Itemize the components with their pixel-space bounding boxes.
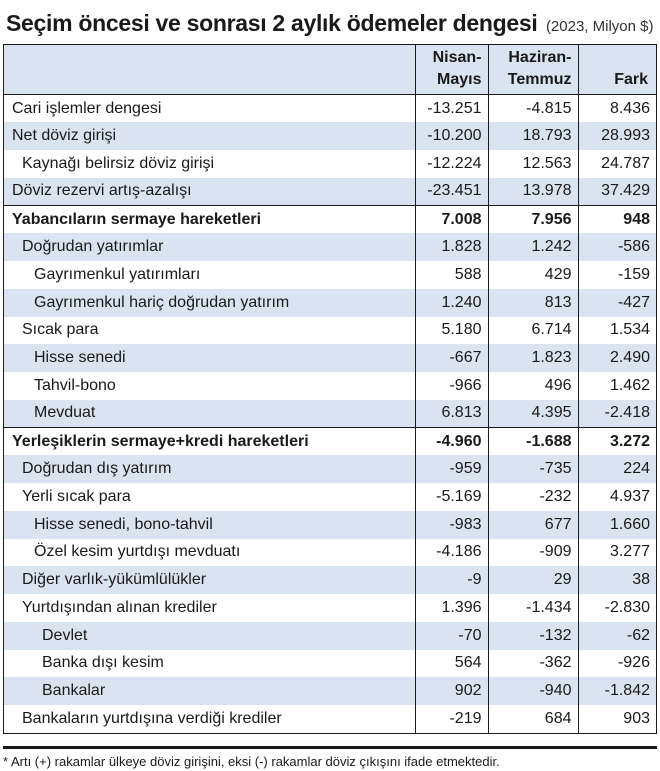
value-haziran-temmuz: -232: [488, 483, 578, 511]
value-fark: 8.436: [578, 95, 656, 123]
value-haziran-temmuz: 6.714: [488, 317, 578, 345]
value-fark: 948: [578, 206, 656, 234]
row-label: Hisse senedi, bono-tahvil: [4, 511, 415, 539]
value-fark: 1.534: [578, 317, 656, 345]
value-fark: 3.277: [578, 539, 656, 567]
value-haziran-temmuz: 1.823: [488, 344, 578, 372]
value-haziran-temmuz: 496: [488, 372, 578, 400]
value-haziran-temmuz: -909: [488, 539, 578, 567]
value-haziran-temmuz: 13.978: [488, 178, 578, 206]
value-nisan-mayis: -70: [415, 622, 488, 650]
row-label: Tahvil-bono: [34, 376, 116, 394]
value-fark: 38: [578, 566, 656, 594]
table-row: [4, 261, 656, 289]
row-label: Hisse senedi: [4, 344, 415, 372]
value-fark: -62: [578, 622, 656, 650]
value-nisan-mayis: -983: [415, 511, 488, 539]
value-fark: -586: [578, 233, 656, 261]
table-title: [0, 0, 660, 44]
value-haziran-temmuz: 7.956: [488, 206, 578, 234]
value-haziran-temmuz: 677: [488, 511, 578, 539]
value-nisan-mayis: -219: [415, 705, 488, 733]
value-haziran-temmuz: 429: [488, 261, 578, 289]
value-fark: 4.937: [578, 483, 656, 511]
table-row: [4, 677, 656, 705]
value-fark: -2.830: [578, 594, 656, 622]
value-fark: -2.418: [578, 400, 656, 428]
value-nisan-mayis: -12.224: [415, 150, 488, 178]
value-fark: -1.842: [578, 677, 656, 705]
value-nisan-mayis: -23.451: [415, 178, 488, 206]
row-label: Yerleşiklerin sermaye+kredi hareketleri: [12, 432, 309, 450]
value-nisan-mayis: 6.813: [415, 400, 488, 428]
table-row: [4, 705, 656, 733]
value-haziran-temmuz: -4.815: [488, 95, 578, 123]
value-haziran-temmuz: 1.242: [488, 233, 578, 261]
value-nisan-mayis: 1.828: [415, 233, 488, 261]
value-nisan-mayis: -4.960: [415, 428, 488, 456]
value-nisan-mayis: -4.186: [415, 539, 488, 567]
row-label: Net döviz girişi: [4, 122, 415, 150]
header-nisan-mayis: [415, 45, 488, 95]
value-nisan-mayis: -966: [415, 372, 488, 400]
row-label: Sıcak para: [22, 321, 99, 339]
header-row: [4, 45, 656, 95]
table-row: [4, 594, 656, 622]
header-label-cell: [4, 45, 415, 95]
value-nisan-mayis: 7.008: [415, 206, 488, 234]
value-fark: 903: [578, 705, 656, 733]
value-haziran-temmuz: 813: [488, 289, 578, 317]
table-row: [4, 289, 656, 317]
value-nisan-mayis: -5.169: [415, 483, 488, 511]
value-fark: 28.993: [578, 122, 656, 150]
balance-of-payments-table: [3, 44, 657, 734]
table-row: [4, 455, 656, 483]
table-row: [4, 206, 656, 234]
value-fark: -159: [578, 261, 656, 289]
row-label: Mevduat: [4, 400, 415, 428]
row-label: Doğrudan dış yatırım: [4, 455, 415, 483]
header-a-line1: Nisan-: [432, 49, 482, 66]
table-row: [4, 622, 656, 650]
table-row: [4, 650, 656, 678]
value-nisan-mayis: -10.200: [415, 122, 488, 150]
header-b-line1: Haziran-: [508, 49, 572, 66]
table-body: [4, 95, 656, 733]
row-label: Doğrudan yatırımlar: [4, 233, 415, 261]
value-haziran-temmuz: 29: [488, 566, 578, 594]
value-fark: 37.429: [578, 178, 656, 206]
header-a-line2: Mayıs: [437, 71, 482, 88]
table-row: [4, 566, 656, 594]
value-haziran-temmuz: 4.395: [488, 400, 578, 428]
row-label: Gayrımenkul yatırımları: [34, 265, 201, 283]
title-main: Seçim öncesi ve sonrası 2 aylık ödemeler dengesi: [6, 10, 538, 36]
table-row: [4, 122, 656, 150]
table-row: [4, 344, 656, 372]
row-label: Yerli sıcak para: [22, 487, 131, 505]
value-nisan-mayis: -667: [415, 344, 488, 372]
row-label: Kaynağı belirsiz döviz girişi: [22, 154, 215, 172]
footnote: * Artı (+) rakamlar ülkeye döviz girişini, eksi (-) rakamlar döviz çıkışını ifade etmektedir.: [3, 746, 657, 768]
row-label: Yurtdışından alınan krediler: [22, 598, 217, 616]
header-haziran-temmuz: [488, 45, 578, 95]
value-nisan-mayis: 588: [415, 261, 488, 289]
value-haziran-temmuz: -362: [488, 650, 578, 678]
table-row: [4, 483, 656, 511]
value-nisan-mayis: -959: [415, 455, 488, 483]
title-unit: (2023, Milyon $): [545, 18, 654, 35]
table-row: [4, 150, 656, 178]
table-row: [4, 539, 656, 567]
value-haziran-temmuz: -1.434: [488, 594, 578, 622]
table-row: [4, 511, 656, 539]
header-fark: Fark: [578, 45, 656, 95]
table-row: [4, 428, 656, 456]
value-haziran-temmuz: -132: [488, 622, 578, 650]
row-label: Diğer varlık-yükümlülükler: [4, 566, 415, 594]
value-haziran-temmuz: -1.688: [488, 428, 578, 456]
table-row: [4, 233, 656, 261]
value-haziran-temmuz: 18.793: [488, 122, 578, 150]
value-haziran-temmuz: -735: [488, 455, 578, 483]
row-label: Bankaların yurtdışına verdiği krediler: [22, 709, 282, 727]
value-fark: 1.660: [578, 511, 656, 539]
value-nisan-mayis: 5.180: [415, 317, 488, 345]
value-fark: -427: [578, 289, 656, 317]
value-nisan-mayis: -13.251: [415, 95, 488, 123]
table-row: [4, 317, 656, 345]
value-haziran-temmuz: -940: [488, 677, 578, 705]
row-label: Döviz rezervi artış-azalışı: [4, 178, 415, 206]
row-label: Bankalar: [4, 677, 415, 705]
row-label: Cari işlemler dengesi: [12, 99, 162, 117]
value-fark: -926: [578, 650, 656, 678]
row-label: Devlet: [4, 622, 415, 650]
value-nisan-mayis: 1.396: [415, 594, 488, 622]
value-nisan-mayis: 564: [415, 650, 488, 678]
table-row: [4, 372, 656, 400]
value-haziran-temmuz: 12.563: [488, 150, 578, 178]
value-fark: 24.787: [578, 150, 656, 178]
row-label: Banka dışı kesim: [42, 654, 164, 672]
row-label: Gayrımenkul hariç doğrudan yatırım: [4, 289, 415, 317]
value-nisan-mayis: 902: [415, 677, 488, 705]
value-fark: 3.272: [578, 428, 656, 456]
value-nisan-mayis: -9: [415, 566, 488, 594]
table-row: [4, 95, 656, 123]
value-fark: 224: [578, 455, 656, 483]
row-label: Yabancıların sermaye hareketleri: [12, 210, 262, 228]
value-nisan-mayis: 1.240: [415, 289, 488, 317]
header-b-line2: Temmuz: [507, 71, 572, 88]
value-haziran-temmuz: 684: [488, 705, 578, 733]
row-label: Özel kesim yurtdışı mevduatı: [34, 543, 241, 561]
value-fark: 1.462: [578, 372, 656, 400]
table-row: [4, 400, 656, 428]
value-fark: 2.490: [578, 344, 656, 372]
table-row: [4, 178, 656, 206]
